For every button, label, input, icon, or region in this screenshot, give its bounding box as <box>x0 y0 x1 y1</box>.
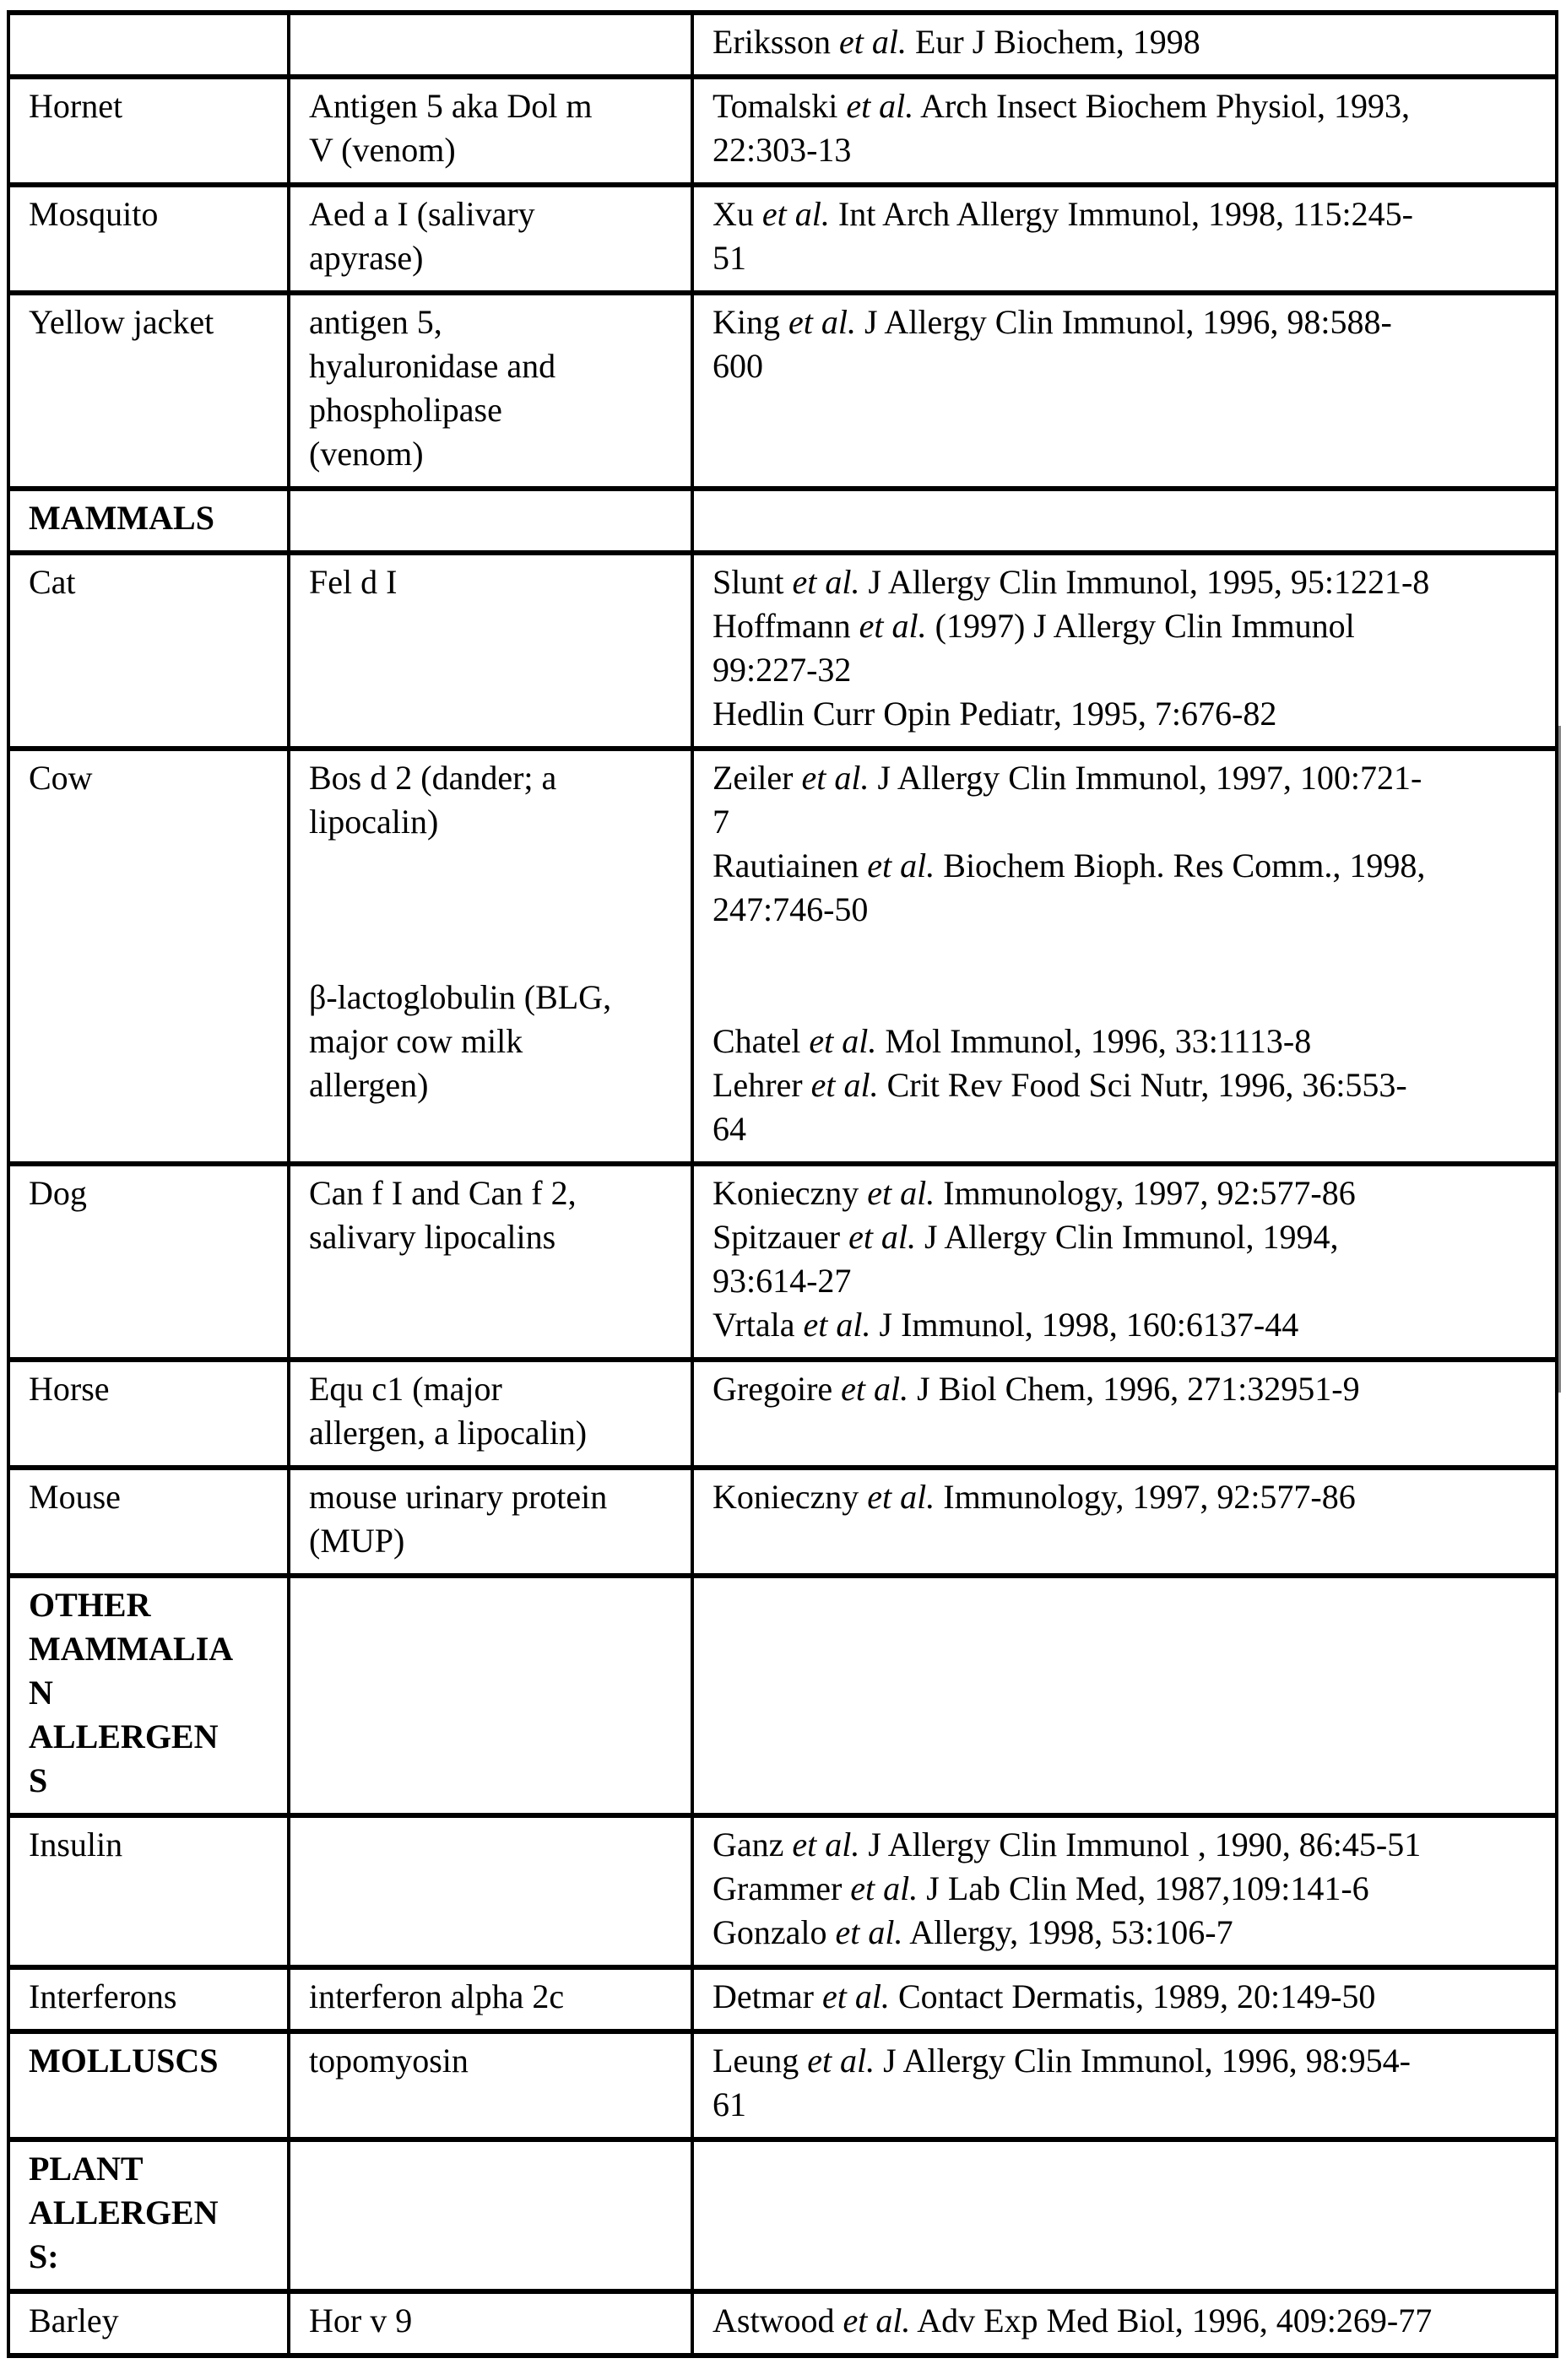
allergen-cell <box>289 77 692 185</box>
text-line: Mouse <box>29 1478 121 1516</box>
source-cell <box>8 1360 289 1468</box>
text-line: Tomalski et al. Arch Insect Biochem Physiol, 1993, <box>713 87 1411 125</box>
text-line: lipocalin) <box>309 803 439 841</box>
source-cell <box>8 1468 289 1576</box>
source-cell <box>8 77 289 185</box>
allergen-cell <box>289 1164 692 1360</box>
text-line: Hor v 9 <box>309 2302 413 2339</box>
allergen-cell <box>289 553 692 749</box>
allergen-cell <box>289 1815 692 1967</box>
text-line: Dog <box>29 1174 87 1212</box>
et-al-italic: et al. <box>843 2302 911 2339</box>
table-row <box>8 293 1557 489</box>
source-cell <box>8 185 289 293</box>
source-cell <box>8 13 289 77</box>
text-line: salivary lipocalins <box>309 1218 556 1256</box>
table-row <box>8 553 1557 749</box>
text-line: Can f I and Can f 2, <box>309 1174 577 1212</box>
et-al-italic: et al. <box>801 759 870 797</box>
et-al-italic: et al. <box>839 23 907 61</box>
text-line <box>309 932 682 976</box>
text-line: MAMMALS <box>29 499 214 537</box>
et-al-italic: et al. <box>792 563 860 601</box>
allergen-reference-table <box>7 10 1558 2358</box>
source-cell <box>8 553 289 749</box>
text-line: Yellow jacket <box>29 303 214 341</box>
reference-cell <box>692 749 1557 1164</box>
allergen-cell <box>289 1468 692 1576</box>
text-line: Barley <box>29 2302 119 2339</box>
allergen-cell <box>289 1360 692 1468</box>
text-line: Vrtala et al. J Immunol, 1998, 160:6137-44 <box>713 1306 1299 1344</box>
et-al-italic: et al. <box>867 847 935 884</box>
reference-cell <box>692 2139 1557 2291</box>
reference-cell <box>692 185 1557 293</box>
reference-cell <box>692 293 1557 489</box>
text-line: Xu et al. Int Arch Allergy Immunol, 1998, 115:245- <box>713 195 1413 233</box>
reference-cell <box>692 489 1557 553</box>
allergen-cell <box>289 13 692 77</box>
text-line: Lehrer et al. Crit Rev Food Sci Nutr, 1996, 36:553- <box>713 1066 1407 1104</box>
text-line: 99:227-32 <box>713 651 852 689</box>
reference-cell <box>692 553 1557 749</box>
table-row <box>8 77 1557 185</box>
et-al-italic: et al. <box>841 1370 909 1408</box>
text-line: Antigen 5 aka Dol m <box>309 87 593 125</box>
et-al-italic: et al. <box>810 1066 879 1104</box>
source-cell <box>8 1815 289 1967</box>
reference-cell <box>692 2031 1557 2139</box>
allergen-cell <box>289 2031 692 2139</box>
text-line: Fel d I <box>309 563 398 601</box>
text-line: allergen) <box>309 1066 429 1104</box>
table-row <box>8 1576 1557 1815</box>
text-line: phospholipase <box>309 391 502 429</box>
text-line: interferon alpha 2c <box>309 1977 565 2015</box>
text-line: Gonzalo et al. Allergy, 1998, 53:106-7 <box>713 1913 1233 1951</box>
text-line: Hedlin Curr Opin Pediatr, 1995, 7:676-82 <box>713 695 1277 733</box>
text-line: 61 <box>713 2085 746 2123</box>
table-row <box>8 1815 1557 1967</box>
text-line: Konieczny et al. Immunology, 1997, 92:577-86 <box>713 1174 1356 1212</box>
allergen-cell <box>289 749 692 1164</box>
text-line <box>713 1411 1547 1455</box>
source-cell <box>8 1576 289 1815</box>
text-line: allergen, a lipocalin) <box>309 1414 588 1452</box>
text-line: S: <box>29 2237 59 2275</box>
table-row <box>8 1360 1557 1468</box>
text-line: Equ c1 (major <box>309 1370 502 1408</box>
text-line: Bos d 2 (dander; a <box>309 759 557 797</box>
et-al-italic: et al. <box>792 1826 860 1863</box>
table-row <box>8 2291 1557 2356</box>
text-line: PLANT <box>29 2150 144 2188</box>
text-line: Zeiler et al. J Allergy Clin Immunol, 1997, 100:721- <box>713 759 1422 797</box>
allergen-cell <box>289 2291 692 2356</box>
reference-cell <box>692 2291 1557 2356</box>
text-line: Eriksson et al. Eur J Biochem, 1998 <box>713 23 1200 61</box>
text-line: 247:746-50 <box>713 890 869 928</box>
text-line: ALLERGEN <box>29 2193 219 2231</box>
text-line: Konieczny et al. Immunology, 1997, 92:577-86 <box>713 1478 1356 1516</box>
text-line <box>713 932 1547 976</box>
text-line: Astwood et al. Adv Exp Med Biol, 1996, 409:269-77 <box>713 2302 1433 2339</box>
allergen-cell <box>289 1576 692 1815</box>
et-al-italic: et al. <box>809 1022 877 1060</box>
text-line: Interferons <box>29 1977 177 2015</box>
source-cell <box>8 1164 289 1360</box>
table-row <box>8 2031 1557 2139</box>
et-al-italic: et al. <box>846 87 914 125</box>
text-line: Leung et al. J Allergy Clin Immunol, 1996, 98:954- <box>713 2042 1411 2080</box>
allergen-cell <box>289 489 692 553</box>
reference-cell <box>692 1576 1557 1815</box>
text-line: topomyosin <box>309 2042 469 2080</box>
et-al-italic: et al. <box>803 1306 871 1344</box>
source-cell <box>8 293 289 489</box>
reference-cell <box>692 13 1557 77</box>
allergen-cell <box>289 1967 692 2031</box>
scan-artifact-line <box>1558 726 1561 1393</box>
text-line: MAMMALIA <box>29 1630 234 1668</box>
et-al-italic: et al. <box>835 1913 903 1951</box>
reference-cell <box>692 1360 1557 1468</box>
et-al-italic: et al. <box>807 2042 875 2080</box>
et-al-italic: et al. <box>867 1174 935 1212</box>
text-line: Spitzauer et al. J Allergy Clin Immunol, 1994, <box>713 1218 1339 1256</box>
text-line: Rautiainen et al. Biochem Bioph. Res Comm., 1998, <box>713 847 1426 884</box>
source-cell <box>8 749 289 1164</box>
text-line: V (venom) <box>309 131 456 169</box>
text-line: (venom) <box>309 435 424 473</box>
text-line: S <box>29 1761 48 1799</box>
table-row <box>8 489 1557 553</box>
text-line: Gregoire et al. J Biol Chem, 1996, 271:32951-9 <box>713 1370 1360 1408</box>
table-row <box>8 185 1557 293</box>
text-line: 51 <box>713 239 746 277</box>
text-line: 600 <box>713 347 763 385</box>
table-row <box>8 749 1557 1164</box>
reference-cell <box>692 1967 1557 2031</box>
text-line: Insulin <box>29 1826 123 1863</box>
text-line: Grammer et al. J Lab Clin Med, 1987,109:141-6 <box>713 1869 1369 1907</box>
table-row <box>8 1967 1557 2031</box>
source-cell <box>8 2031 289 2139</box>
source-cell <box>8 1967 289 2031</box>
table-row <box>8 2139 1557 2291</box>
source-cell <box>8 2139 289 2291</box>
allergen-cell <box>289 2139 692 2291</box>
table-row <box>8 13 1557 77</box>
text-line: Cat <box>29 563 76 601</box>
et-al-italic: et al. <box>848 1218 917 1256</box>
table-row <box>8 1468 1557 1576</box>
text-line: antigen 5, <box>309 303 442 341</box>
text-line: apyrase) <box>309 239 424 277</box>
reference-cell <box>692 1164 1557 1360</box>
text-line: hyaluronidase and <box>309 347 556 385</box>
text-line: Mosquito <box>29 195 159 233</box>
text-line: 7 <box>713 803 729 841</box>
text-line: (MUP) <box>309 1522 405 1560</box>
text-line: Cow <box>29 759 93 797</box>
text-line: 22:303-13 <box>713 131 852 169</box>
text-line: Aed a I (salivary <box>309 195 535 233</box>
text-line: Hornet <box>29 87 123 125</box>
text-line <box>713 976 1547 1020</box>
text-line: MOLLUSCS <box>29 2042 219 2080</box>
et-al-italic: et al. <box>761 195 830 233</box>
et-al-italic: et al. <box>821 1977 890 2015</box>
et-al-italic: et al. <box>788 303 856 341</box>
et-al-italic: et al. <box>859 607 927 645</box>
text-line: Horse <box>29 1370 110 1408</box>
text-line: mouse urinary protein <box>309 1478 608 1516</box>
et-al-italic: et al. <box>867 1478 935 1516</box>
allergen-cell <box>289 185 692 293</box>
source-cell <box>8 489 289 553</box>
reference-cell <box>692 1815 1557 1967</box>
reference-cell <box>692 77 1557 185</box>
text-line: Detmar et al. Contact Dermatis, 1989, 20:149-50 <box>713 1977 1376 2015</box>
text-line: 93:614-27 <box>713 1262 852 1300</box>
text-line: 64 <box>713 1110 746 1148</box>
text-line: major cow milk <box>309 1022 523 1060</box>
text-line <box>309 844 682 888</box>
text-line: β-lactoglobulin (BLG, <box>309 978 612 1016</box>
text-line: OTHER <box>29 1586 151 1624</box>
et-al-italic: et al. <box>850 1869 918 1907</box>
text-line <box>309 888 682 932</box>
reference-cell <box>692 1468 1557 1576</box>
text-line: Chatel et al. Mol Immunol, 1996, 33:1113-8 <box>713 1022 1312 1060</box>
allergen-cell <box>289 293 692 489</box>
table-row <box>8 1164 1557 1360</box>
text-line: Ganz et al. J Allergy Clin Immunol , 1990, 86:45-51 <box>713 1826 1422 1863</box>
text-line: N <box>29 1674 53 1712</box>
text-line: Slunt et al. J Allergy Clin Immunol, 1995, 95:1221-8 <box>713 563 1430 601</box>
source-cell <box>8 2291 289 2356</box>
text-line: Hoffmann et al. (1997) J Allergy Clin Immunol <box>713 607 1355 645</box>
text-line: King et al. J Allergy Clin Immunol, 1996, 98:588- <box>713 303 1392 341</box>
text-line: ALLERGEN <box>29 1717 219 1755</box>
